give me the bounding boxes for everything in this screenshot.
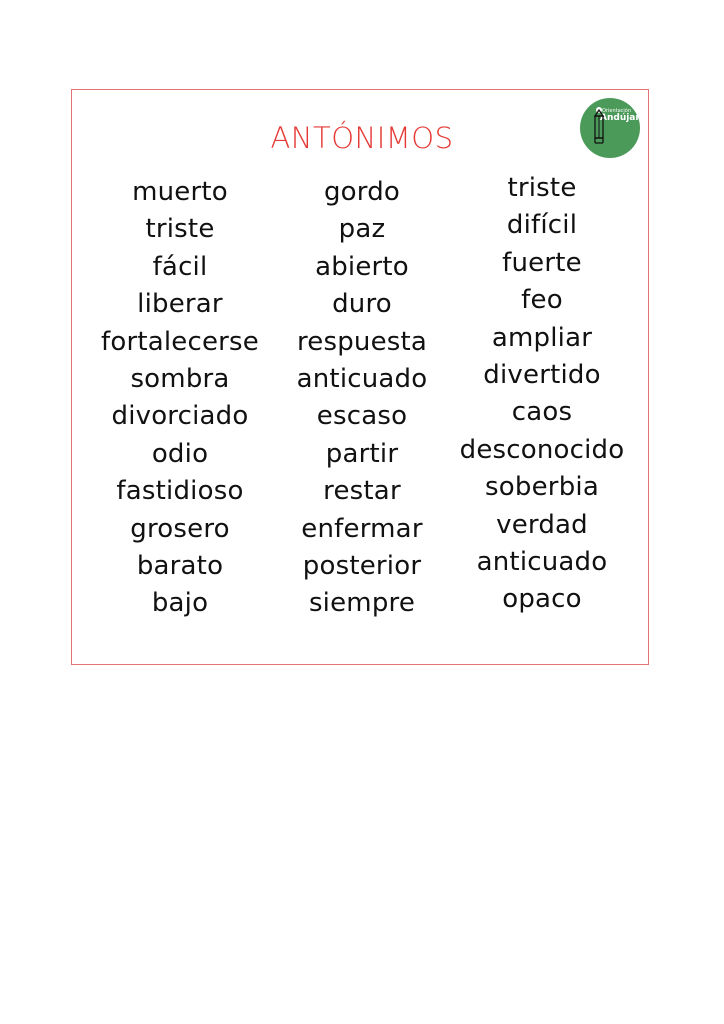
word-item: escaso: [316, 401, 408, 432]
word-item: partir: [325, 438, 399, 469]
word-item: divorciado: [111, 401, 249, 432]
word-item: caos: [511, 397, 573, 428]
svg-text:Andújar: Andújar: [600, 113, 640, 123]
page-title: ANTÓNIMOS: [270, 121, 454, 155]
word-column-2: [272, 174, 452, 623]
word-item: feo: [521, 285, 563, 316]
word-item: restar: [323, 476, 401, 507]
word-item: odio: [151, 438, 209, 469]
pencil-icon: [580, 98, 640, 158]
word-item: opaco: [502, 584, 582, 615]
word-item: duro: [332, 289, 392, 320]
word-item: triste: [507, 173, 577, 203]
word-item: triste: [145, 214, 215, 245]
word-item: paz: [338, 214, 386, 245]
word-item: ampliar: [491, 322, 593, 353]
word-item: posterior: [302, 550, 422, 581]
word-item: anticuado: [476, 546, 608, 577]
word-item: fastidioso: [116, 476, 244, 507]
word-item: fuerte: [502, 247, 582, 278]
word-item: bajo: [151, 588, 209, 619]
word-item: muerto: [132, 177, 228, 207]
svg-text:Orientación: Orientación: [602, 108, 632, 114]
word-item: desconocido: [459, 434, 625, 465]
word-item: respuesta: [296, 326, 428, 357]
word-item: liberar: [137, 289, 223, 320]
word-item: fortalecerse: [100, 326, 260, 357]
word-item: abierto: [315, 251, 409, 282]
word-item: siempre: [308, 588, 416, 619]
orientacion-andujar-logo: [580, 98, 640, 158]
word-column-3: [452, 170, 632, 619]
word-item: sombra: [130, 363, 230, 394]
word-item: barato: [136, 550, 224, 581]
word-item: difícil: [506, 210, 578, 241]
word-item: anticuado: [296, 363, 428, 394]
word-column-1: [90, 174, 270, 623]
word-item: divertido: [483, 359, 601, 390]
word-item: verdad: [496, 509, 588, 540]
word-item: gordo: [323, 177, 401, 207]
word-item: fácil: [152, 251, 208, 282]
word-item: soberbia: [485, 472, 599, 503]
word-item: enfermar: [301, 513, 423, 544]
word-item: grosero: [130, 513, 230, 544]
